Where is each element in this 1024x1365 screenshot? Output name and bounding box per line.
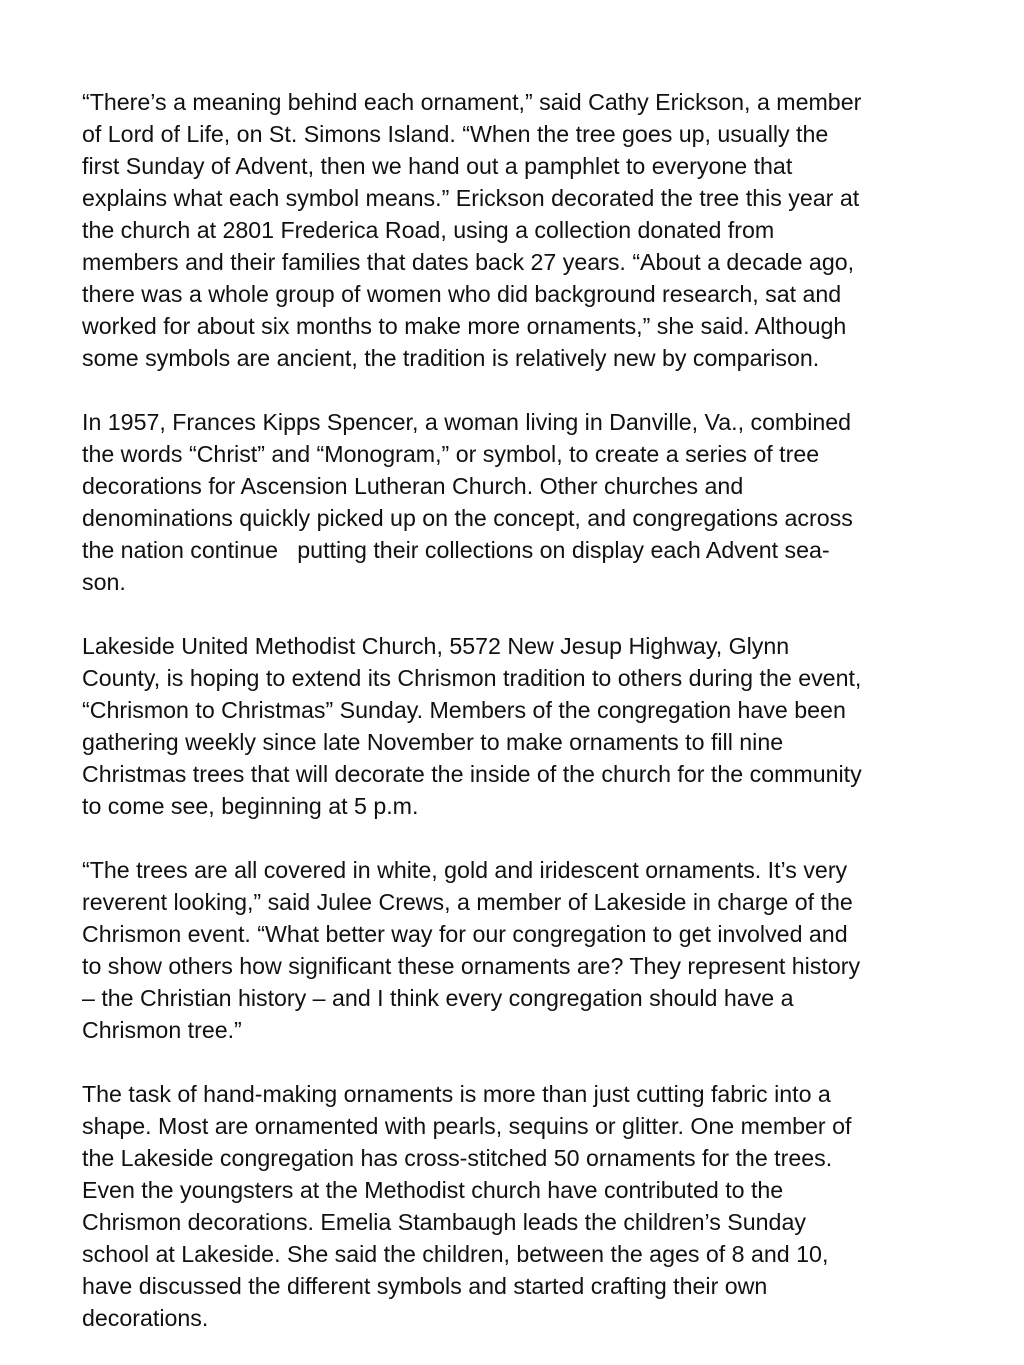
text-line: gathering weekly since late November to make ornaments to fill nine bbox=[82, 729, 784, 755]
text-line: decorations. bbox=[82, 1305, 209, 1331]
text-line: explains what each symbol means.” Erickson decorated the tree this year at bbox=[82, 185, 860, 211]
text-line: school at Lakeside. She said the children, between the ages of 8 and 10, bbox=[82, 1241, 829, 1267]
text-line: the church at 2801 Frederica Road, using a collection donated from bbox=[82, 217, 775, 243]
text-line: In 1957, Frances Kipps Spencer, a woman living in Danville, Va., combined bbox=[82, 409, 852, 435]
text-line: County, is hoping to extend its Chrismon tradition to others during the event, bbox=[82, 665, 862, 691]
text-line: of Lord of Life, on St. Simons Island. “When the tree goes up, usually the bbox=[82, 121, 829, 147]
text-line: members and their families that dates back 27 years. “About a decade ago, bbox=[82, 249, 855, 275]
text-line: reverent looking,” said Julee Crews, a member of Lakeside in charge of the bbox=[82, 889, 853, 915]
text-line: Chrismon event. “What better way for our congregation to get involved and bbox=[82, 921, 848, 947]
text-line: denominations quickly picked up on the concept, and congregations across bbox=[82, 505, 853, 531]
text-line: shape. Most are ornamented with pearls, sequins or glitter. One member of bbox=[82, 1113, 852, 1139]
text-line: the Lakeside congregation has cross-stitched 50 ornaments for the trees. bbox=[82, 1145, 833, 1171]
paragraph-1 bbox=[82, 86, 982, 374]
text-line: Even the youngsters at the Methodist church have contributed to the bbox=[82, 1177, 784, 1203]
text-line: Chrismon tree.” bbox=[82, 1017, 242, 1043]
text-line: Lakeside United Methodist Church, 5572 New Jesup Highway, Glynn bbox=[82, 633, 790, 659]
text-line: to show others how significant these ornaments are? They represent history bbox=[82, 953, 861, 979]
text-line: “The trees are all covered in white, gold and iridescent ornaments. It’s very bbox=[82, 857, 848, 883]
text-line: worked for about six months to make more ornaments,” she said. Although bbox=[82, 313, 847, 339]
paragraph-5 bbox=[82, 1078, 982, 1334]
text-line: to come see, beginning at 5 p.m. bbox=[82, 793, 419, 819]
text-line: the nation continue putting their collections on display each Advent sea- bbox=[82, 537, 830, 563]
text-line: Chrismon decorations. Emelia Stambaugh leads the children’s Sunday bbox=[82, 1209, 806, 1235]
text-line: Christmas trees that will decorate the inside of the church for the community bbox=[82, 761, 862, 787]
text-line: first Sunday of Advent, then we hand out a pamphlet to everyone that bbox=[82, 153, 793, 179]
article-body bbox=[82, 86, 982, 1334]
text-line: son. bbox=[82, 569, 126, 595]
text-line: some symbols are ancient, the tradition is relatively new by comparison. bbox=[82, 345, 820, 371]
text-line: “Chrismon to Christmas” Sunday. Members of the congregation have been bbox=[82, 697, 846, 723]
text-line: decorations for Ascension Lutheran Church. Other churches and bbox=[82, 473, 744, 499]
paragraph-2 bbox=[82, 406, 982, 598]
text-line: “There’s a meaning behind each ornament,” said Cathy Erickson, a member bbox=[82, 89, 862, 115]
text-line: The task of hand-making ornaments is more than just cutting fabric into a bbox=[82, 1081, 831, 1107]
text-line: the words “Christ” and “Monogram,” or symbol, to create a series of tree bbox=[82, 441, 820, 467]
text-line: there was a whole group of women who did background research, sat and bbox=[82, 281, 842, 307]
text-line: – the Christian history – and I think every congregation should have a bbox=[82, 985, 794, 1011]
paragraph-4 bbox=[82, 854, 982, 1046]
paragraph-3 bbox=[82, 630, 982, 822]
text-line: have discussed the different symbols and started crafting their own bbox=[82, 1273, 768, 1299]
